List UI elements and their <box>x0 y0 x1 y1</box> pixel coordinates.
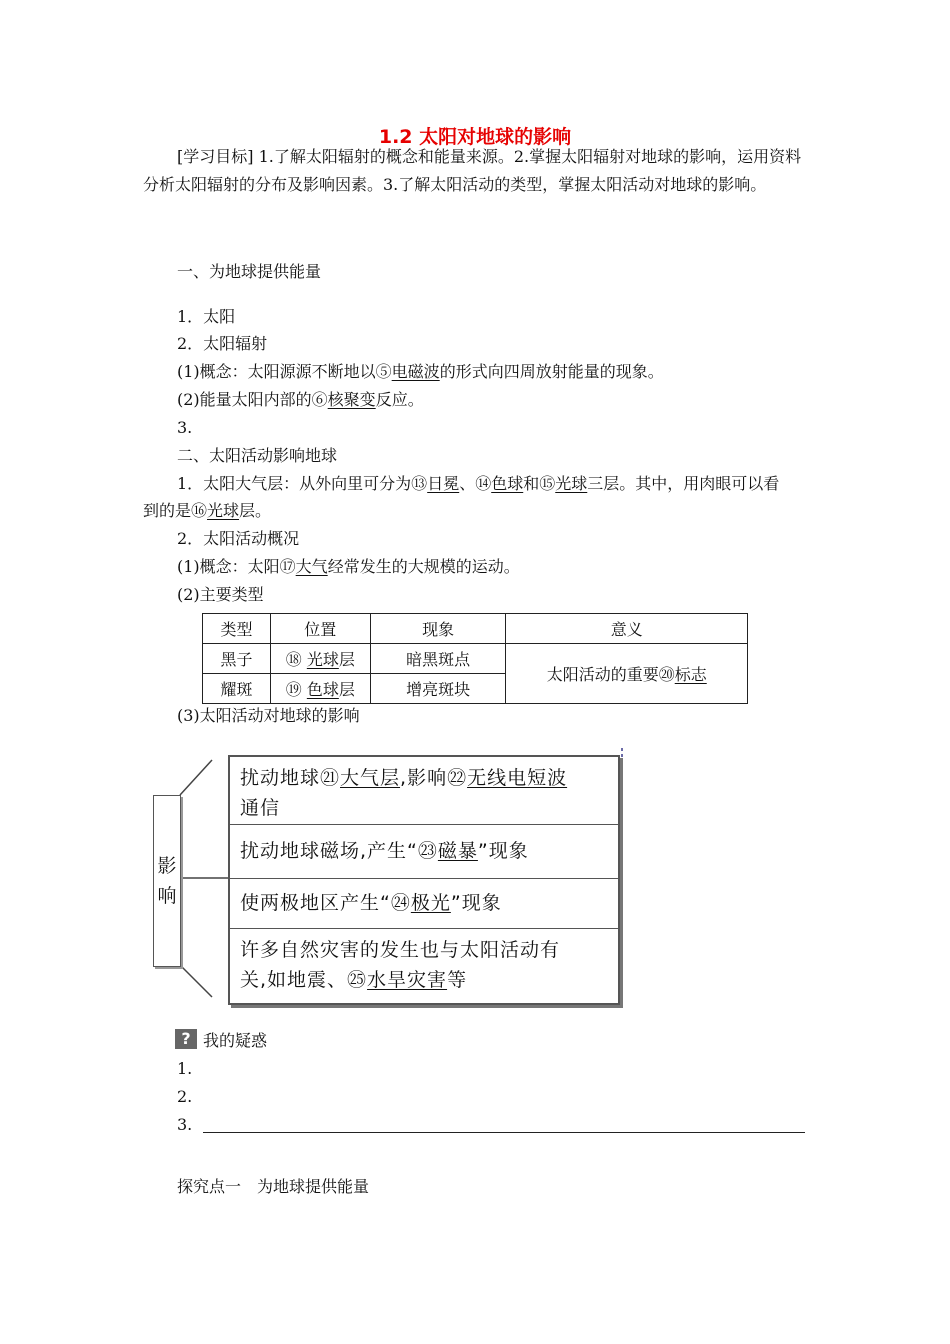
doubts-label: 我的疑惑 <box>203 1031 268 1050</box>
text: 到的是⑯ <box>143 501 208 520</box>
answer: 磁暴 <box>437 840 478 862</box>
text: 扰动地球磁场,产生“㉓ <box>240 840 438 862</box>
answer: 光球 <box>555 474 588 493</box>
text: (1)概念：太阳源源不断地以⑤ <box>177 362 392 381</box>
s1-item1: 1．太阳 <box>177 307 236 326</box>
s2-activity-concept <box>177 557 520 577</box>
text: 扰动地球㉑ <box>240 767 341 789</box>
text: 太阳活动的重要⑳ <box>546 665 675 684</box>
table-cell <box>270 644 370 674</box>
question-mark-icon: ? <box>175 1029 197 1049</box>
doubt-item-1: 1. <box>177 1059 193 1078</box>
text: 使两极地区产生“㉔ <box>240 892 411 914</box>
text: ”现象 <box>477 840 529 862</box>
text: (2)能量太阳内部的⑥ <box>177 390 328 409</box>
impact-label-box <box>153 795 181 967</box>
s2-atmosphere-cont <box>143 501 271 521</box>
header-cell: 现象 <box>370 614 506 644</box>
impact-box-2 <box>230 825 618 879</box>
text: ”现象 <box>450 892 502 914</box>
answer: 电磁波 <box>391 362 440 381</box>
text: 通信 <box>240 797 281 819</box>
objectives-text: 1.了解太阳辐射的概念和能量来源。2.掌握太阳辐射对地球的影响，运用资料分析太阳辐射的分布及影响因素。3.了解太阳活动的类型，掌握太阳活动对地球的影响。 <box>143 147 802 194</box>
section1-heading: 一、为地球提供能量 <box>177 262 322 281</box>
text: 许多自然灾害的发生也与太阳活动有 <box>240 939 561 961</box>
table-cell <box>270 674 370 704</box>
doubt-item-2: 2. <box>177 1087 193 1106</box>
answer: 核聚变 <box>327 390 376 409</box>
table-cell: 增亮斑块 <box>370 674 506 704</box>
text: 、⑭ <box>459 474 492 493</box>
header-cell: 位置 <box>270 614 370 644</box>
text: 层 <box>338 650 355 669</box>
table-cell: 黑子 <box>203 644 271 674</box>
s1-concept <box>177 362 664 382</box>
answer-line <box>203 1132 805 1133</box>
impact-label-bottom: 响 <box>157 885 177 907</box>
text: ,影响㉒ <box>400 767 468 789</box>
explore-heading: 探究点一 为地球提供能量 <box>177 1177 370 1196</box>
answer: 无线电短波 <box>467 767 568 789</box>
table-row <box>203 644 748 674</box>
text: 层 <box>338 680 355 699</box>
text: 经常发生的大规模的运动。 <box>327 557 520 576</box>
answer: 水旱灾害 <box>367 969 448 991</box>
table-cell: 暗黑斑点 <box>370 644 506 674</box>
activity-types-table <box>202 613 748 704</box>
s2-atmosphere <box>177 474 779 494</box>
header-cell: 类型 <box>203 614 271 644</box>
text: 等 <box>447 969 468 991</box>
answer: 极光 <box>410 892 451 914</box>
table-cell: 耀斑 <box>203 674 271 704</box>
text: 的形式向四周放射能量的现象。 <box>439 362 664 381</box>
text: 关,如地震、㉕ <box>240 969 368 991</box>
impact-box-1 <box>230 757 618 825</box>
text: ⑱ <box>285 650 307 669</box>
s2-item2: 2．太阳活动概况 <box>177 529 300 548</box>
meaning-cell <box>506 644 748 704</box>
text: 层。 <box>239 501 272 520</box>
answer: 光球 <box>306 650 339 669</box>
answer: 光球 <box>207 501 240 520</box>
s2-types-heading: (2)主要类型 <box>177 585 264 604</box>
answer: 大气层 <box>340 767 401 789</box>
text: 反应。 <box>375 390 424 409</box>
impact-boxes <box>228 755 620 1005</box>
s1-energy <box>177 390 424 410</box>
table-header-row <box>203 614 748 644</box>
answer: 大气 <box>295 557 328 576</box>
learning-objectives <box>143 143 808 199</box>
answer: 色球 <box>491 474 524 493</box>
text: 和⑮ <box>523 474 556 493</box>
text: ⑲ <box>285 680 307 699</box>
impact-box-3 <box>230 879 618 929</box>
text: (1)概念：太阳⑰ <box>177 557 296 576</box>
s1-item2: 2．太阳辐射 <box>177 334 268 353</box>
impact-box-4 <box>230 929 618 999</box>
answer: 色球 <box>306 680 339 699</box>
objectives-label: [学习目标] <box>177 147 254 166</box>
s1-item3: 3. <box>177 418 193 437</box>
answer: 标志 <box>674 665 707 684</box>
doubt-item-3: 3. <box>177 1115 193 1134</box>
page-title: 1.2 太阳对地球的影响 <box>378 126 572 148</box>
section2-heading: 二、太阳活动影响地球 <box>177 446 338 465</box>
answer: 日冕 <box>427 474 460 493</box>
header-cell: 意义 <box>506 614 748 644</box>
impact-label-top: 影 <box>157 855 177 877</box>
text: 三层。其中，用肉眼可以看 <box>587 474 780 493</box>
text: 1．太阳大气层：从外向里可分为⑬ <box>177 474 428 493</box>
s2-impact-heading: (3)太阳活动对地球的影响 <box>177 706 360 725</box>
